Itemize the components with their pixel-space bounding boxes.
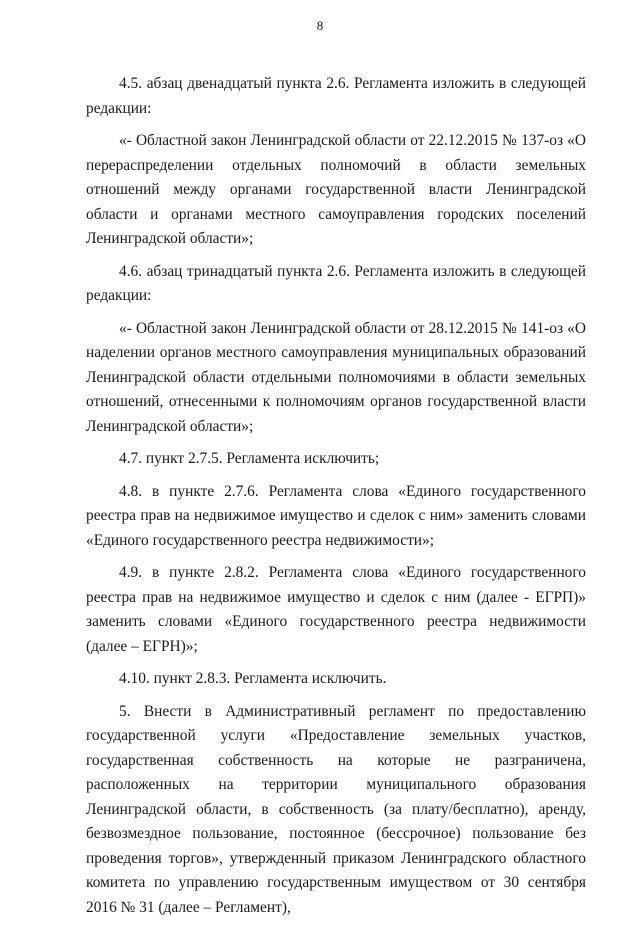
paragraph-quote-law-137: «- Областной закон Ленинградской области от 22.12.2015 № 137-оз «О перераспределении отдельных полномочий в области земельных отношений между органами государственной власти Ленинградской области и органами местного самоуправления городских поселений Ленинградской области»; — [86, 132, 586, 247]
paragraph-quote-law-141: «- Областной закон Ленинградской области от 28.12.2015 № 141-оз «О наделении органов местного самоуправления муниципальных образований Ленинградской области отдельными полномочиями в области земельных отношений, отнесенными к полномочиям органов государственной власти Ленинградской области»; — [86, 319, 586, 435]
paragraph-4-5: 4.5. абзац двенадцатый пункта 2.6. Регламента изложить в следующей редакции: — [86, 75, 586, 117]
paragraph-5: 5. Внести в Административный регламент по предоставлению государственной услуги «Предоставление земельных участков, государственная собственность на которые не разграничена, расположенных на территории муниципального образования Ленинградской области, в собственность (за плату/бесплатно), аренду, безвозмездное пользование, постоянное (бессрочное) пользование без проведения торгов», утвержденный приказом Ленинградского областного комитета по управлению государственным имуществом от 30 сентября 2016 № 31 (далее – Регламент), — [86, 702, 586, 916]
document-body — [86, 72, 586, 928]
paragraph-4-7: 4.7. пункт 2.7.5. Регламента исключить; — [119, 450, 380, 467]
page-number: 8 — [316, 18, 324, 33]
paragraph-4-6: 4.6. абзац тринадцатый пункта 2.6. Регламента изложить в следующей редакции: — [86, 262, 586, 304]
paragraph-4-9: 4.9. в пункте 2.8.2. Регламента слова «Единого государственного реестра прав на недвижимое имущество и сделок с ним (далее - ЕГРП)» заменить словами «Единого государственного реестра недвижимости (далее – ЕГРН)»; — [86, 564, 586, 655]
paragraph-4-10: 4.10. пункт 2.8.3. Регламента исключить. — [119, 670, 387, 687]
paragraph-4-8: 4.8. в пункте 2.7.6. Регламента слова «Единого государственного реестра прав на недвижимое имущество и сделок с ним» заменить словами «Единого государственного реестра недвижимости»; — [86, 482, 586, 549]
